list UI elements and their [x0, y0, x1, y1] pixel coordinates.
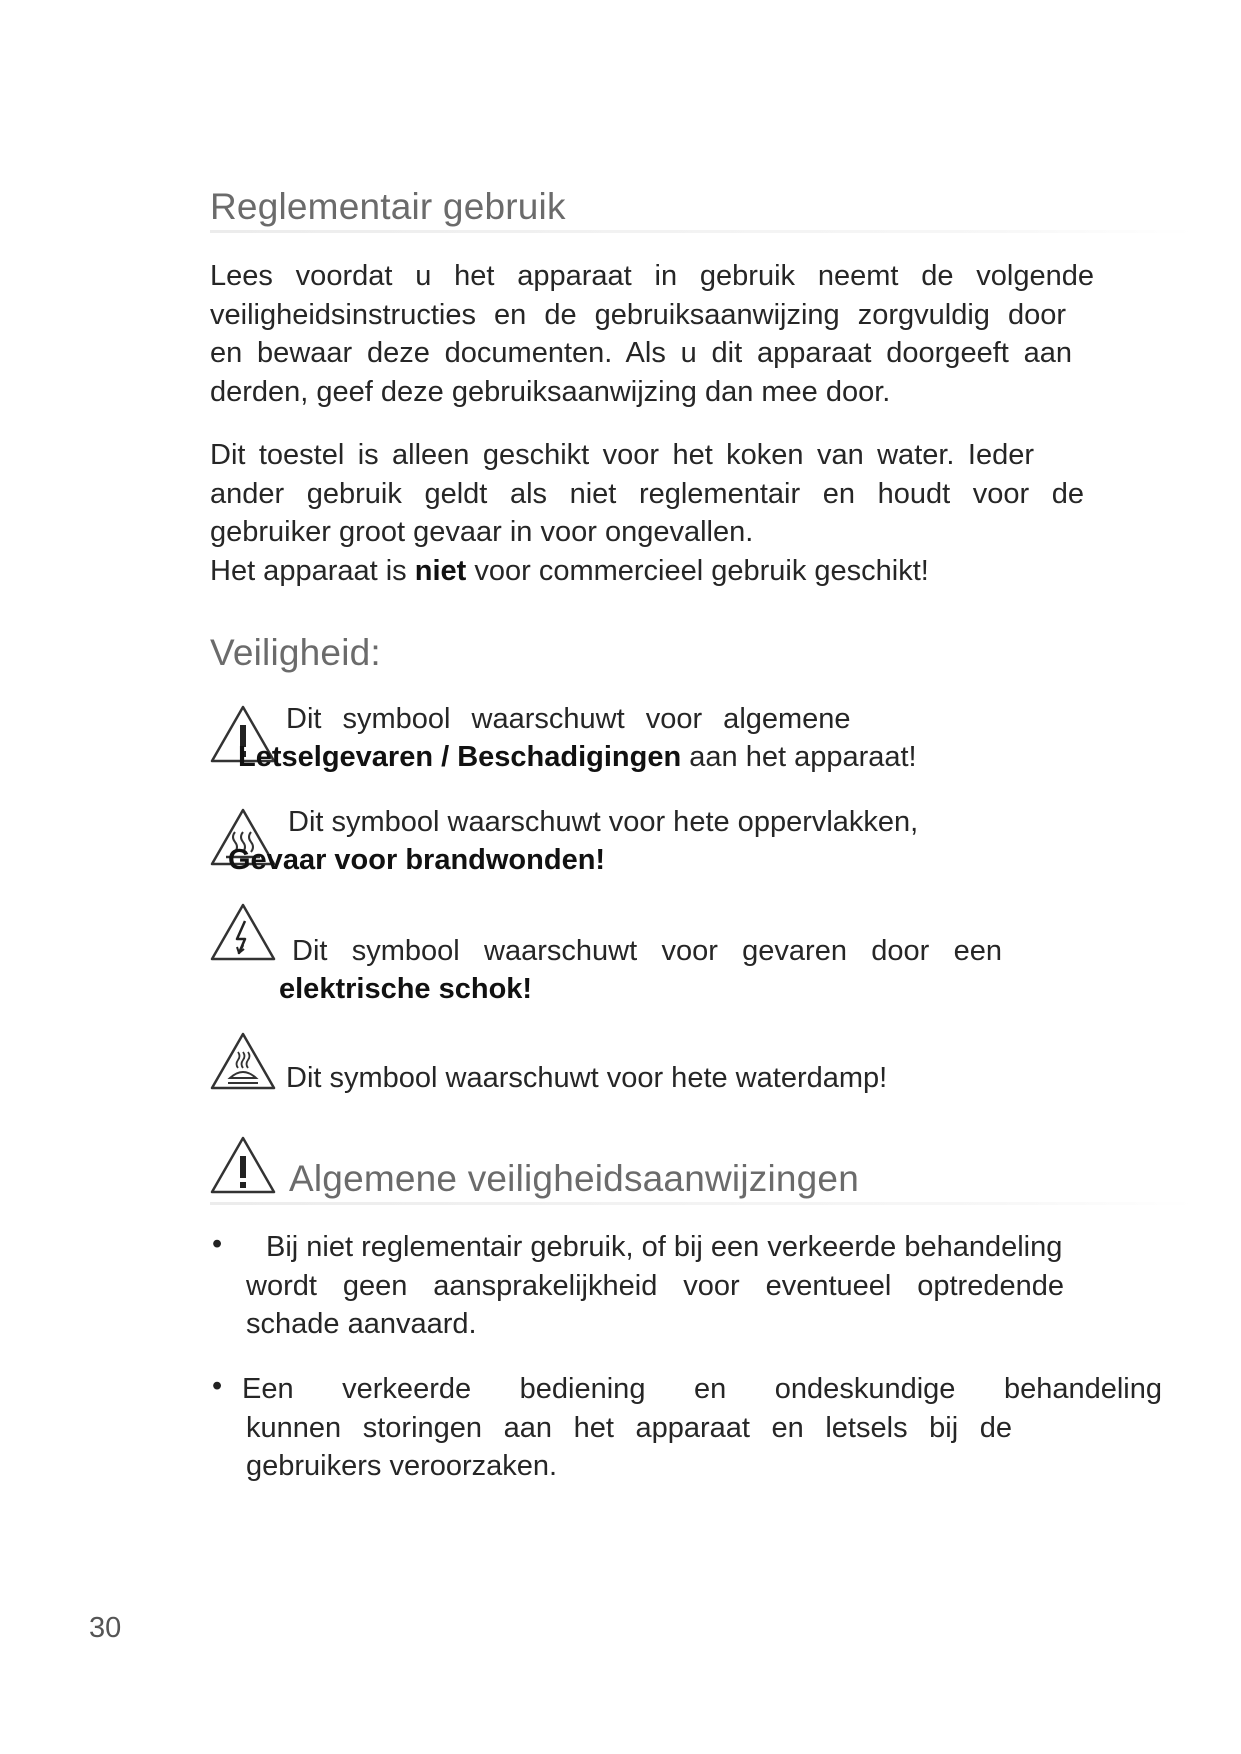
text: aan het apparaat!: [681, 741, 917, 773]
paragraph-line: en bewaar deze documenten. Als u dit apparaat doorgeeft aan: [210, 337, 1072, 369]
bullet-line: wordt geen aansprakelijkheid voor eventueel optredende: [246, 1269, 1064, 1302]
paragraph-line: Dit toestel is alleen geschikt voor het koken van water. Ieder: [210, 439, 1034, 471]
warning-line: [228, 841, 1028, 879]
warning-hot-surface: [228, 803, 1028, 879]
commercial-use-line: [210, 552, 1084, 591]
exclamation-warning-icon: [208, 1132, 278, 1198]
bullet-marker: •: [212, 1370, 223, 1402]
paragraph-line: Lees voordat u het apparaat in gebruik neemt de volgende: [210, 260, 1094, 292]
bullet-line: Een verkeerde bediening en ondeskundige behandeling: [242, 1373, 1162, 1405]
bullet-marker: •: [212, 1228, 223, 1260]
text: Het apparaat is: [210, 554, 415, 587]
section-heading-algemene-veiligheidsaanwijzingen: Algemene veiligheidsaanwijzingen: [289, 1158, 859, 1199]
text: voor commercieel gebruik geschikt!: [466, 554, 929, 587]
page-number: 30: [89, 1612, 122, 1644]
usage-paragraph: [210, 436, 1084, 590]
warning-general: [238, 700, 1018, 776]
bullet-item: [242, 1370, 1162, 1486]
hot-steam-warning-icon: [208, 1030, 278, 1092]
heading-underline: [210, 230, 1195, 233]
heading-underline: [210, 1202, 1195, 1205]
warning-hot-steam: [286, 1059, 887, 1097]
warning-line: [279, 970, 1002, 1008]
warning-bold: elektrische schok!: [279, 973, 533, 1005]
warning-line: Dit symbool waarschuwt voor hete oppervlakken,: [288, 806, 919, 838]
warning-line: [238, 738, 1018, 776]
warning-electric-shock: [279, 932, 1002, 1008]
emphasis-niet: niet: [414, 554, 467, 587]
bullet-line: schade aanvaard.: [246, 1308, 477, 1340]
paragraph-line: ander gebruik geldt als niet reglementair en houdt voor de: [210, 477, 1084, 510]
warning-line: Dit symbool waarschuwt voor hete waterdamp!: [286, 1062, 888, 1094]
section-heading-reglementair-gebruik: Reglementair gebruik: [210, 186, 566, 227]
warning-bold: Letselgevaren / Beschadigingen: [238, 741, 682, 773]
intro-paragraph: [210, 257, 1094, 411]
section-heading-veiligheid: Veiligheid:: [210, 632, 381, 673]
warning-line: Dit symbool waarschuwt voor algemene: [286, 703, 851, 735]
paragraph-line: derden, geef deze gebruiksaanwijzing dan mee door.: [210, 375, 891, 408]
bullet-line: Bij niet reglementair gebruik, of bij een verkeerde behandeling: [266, 1231, 1063, 1263]
electric-shock-warning-icon: [208, 901, 278, 963]
bullet-line: kunnen storingen aan het apparaat en letsels bij de: [246, 1411, 1012, 1444]
warning-line: Dit symbool waarschuwt voor gevaren door een: [292, 935, 1002, 967]
bullet-item: [246, 1228, 1066, 1344]
paragraph-line: veiligheidsinstructies en de gebruiksaanwijzing zorgvuldig door: [210, 298, 1066, 331]
bullet-line: gebruikers veroorzaken.: [246, 1450, 558, 1482]
warning-bold: Gevaar voor brandwonden!: [228, 844, 606, 876]
paragraph-line: gebruiker groot gevaar in voor ongevallen.: [210, 516, 754, 548]
